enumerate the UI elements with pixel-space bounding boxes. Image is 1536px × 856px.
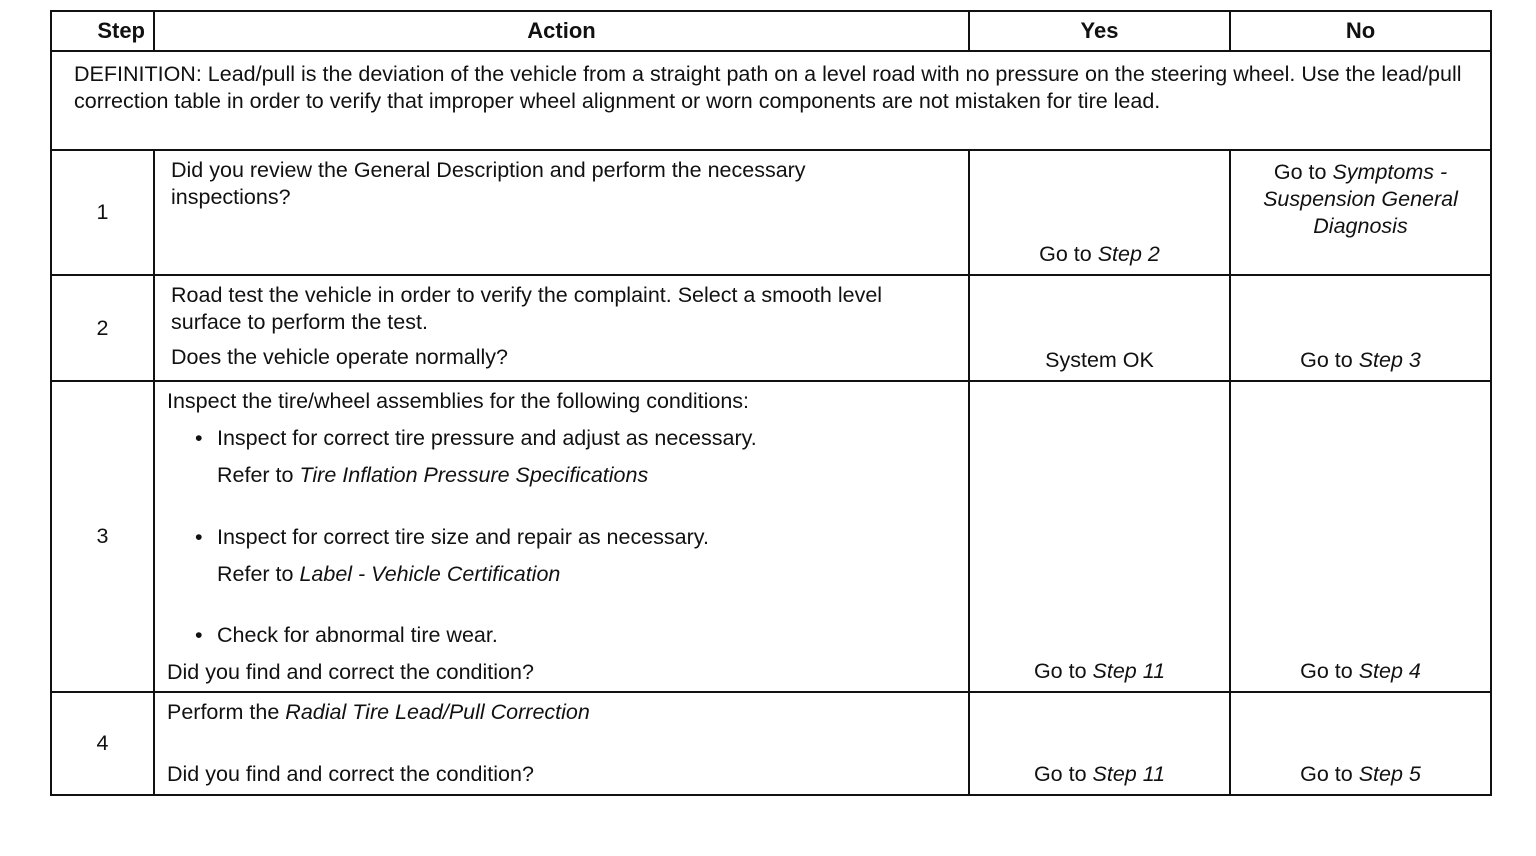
no-link[interactable]: Step 4 (1358, 659, 1421, 684)
no-cell (1230, 381, 1491, 692)
definition-text: DEFINITION: Lead/pull is the deviation of the vehicle from a straight path on a level road with no pressure on the steering wheel. Use the lead/pull correction table in order to verify that improper wheel alignment or worn components are not mistaken for tire lead. (51, 51, 1491, 150)
bullet-icon: • (195, 425, 203, 450)
action-cell (154, 381, 969, 692)
action-link[interactable]: Radial Tire Lead/Pull Correction (285, 700, 590, 724)
step-number: 3 (51, 381, 154, 692)
yes-prefix: Go to (1033, 762, 1093, 787)
yes-cell (969, 275, 1230, 381)
header-row (51, 11, 1491, 51)
question-text: Does the vehicle operate normally? (171, 344, 509, 369)
yes-text: System OK (1045, 348, 1154, 373)
question-text: Did you find and correct the condition? (167, 660, 534, 685)
header-no: No (1230, 11, 1491, 51)
step-number: 1 (51, 150, 154, 275)
table-row (51, 692, 1491, 795)
yes-link[interactable]: Step 2 (1097, 242, 1160, 267)
bullet-icon: • (195, 524, 203, 549)
no-cell (1230, 692, 1491, 795)
yes-cell (969, 150, 1230, 275)
step-number: 2 (51, 275, 154, 381)
header-yes: Yes (969, 11, 1230, 51)
action-cell (154, 692, 969, 795)
action-text: Road test the vehicle in order to verify the complaint. Select a smooth level surface to perform the test. (171, 283, 883, 334)
step-number: 4 (51, 692, 154, 795)
no-cell (1230, 150, 1491, 275)
no-prefix: Go to (1300, 659, 1359, 684)
no-link[interactable]: Step 3 (1358, 348, 1421, 373)
reference-line: Refer to Label - Vehicle Certification (217, 561, 561, 586)
action-text: Did you review the General Description and perform the necessary inspections? (171, 158, 806, 209)
reference-link[interactable]: Tire Inflation Pressure Specifications (299, 462, 649, 487)
diagnostic-table (50, 10, 1492, 796)
header-action: Action (154, 11, 969, 51)
table-row (51, 150, 1491, 275)
action-cell (154, 150, 969, 275)
yes-link[interactable]: Step 11 (1092, 659, 1166, 684)
action-cell (154, 275, 969, 381)
header-step: Step (51, 11, 154, 51)
question-text: Did you find and correct the condition? (167, 761, 534, 786)
yes-link[interactable]: Step 11 (1092, 762, 1166, 787)
yes-prefix: Go to (1039, 242, 1098, 267)
intro-text: Inspect the tire/wheel assemblies for the following conditions: (167, 389, 750, 413)
no-link[interactable]: Symptoms - Suspension General Diagnosis (1263, 160, 1458, 238)
bullet-item: • Inspect for correct tire size and repair as necessary. (195, 524, 709, 549)
no-cell (1230, 275, 1491, 381)
yes-cell (969, 381, 1230, 692)
reference-link[interactable]: Label - Vehicle Certification (299, 561, 561, 586)
bullet-icon: • (195, 623, 203, 648)
no-link[interactable]: Step 5 (1358, 762, 1421, 787)
no-prefix: Go to (1300, 348, 1359, 373)
definition-row (51, 51, 1491, 150)
table-row (51, 381, 1491, 692)
action-line: Perform the Radial Tire Lead/Pull Correction (167, 700, 590, 724)
yes-cell (969, 692, 1230, 795)
no-prefix: Go to (1300, 762, 1359, 787)
bullet-item: • Check for abnormal tire wear. (195, 623, 498, 648)
reference-line: Refer to Tire Inflation Pressure Specifications (217, 462, 649, 487)
bullet-item: • Inspect for correct tire pressure and adjust as necessary. (195, 425, 757, 450)
yes-prefix: Go to (1033, 659, 1093, 684)
table-row (51, 275, 1491, 381)
no-prefix: Go to (1273, 160, 1333, 184)
